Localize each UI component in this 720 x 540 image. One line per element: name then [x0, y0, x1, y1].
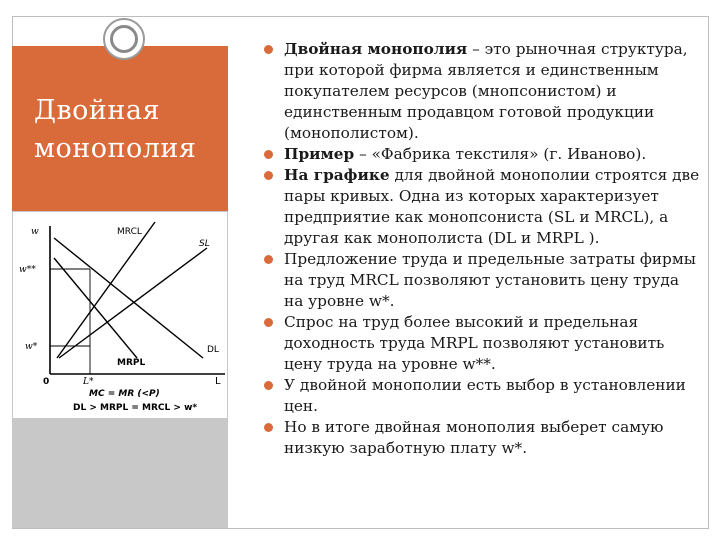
bullet-text: Спрос на труд более высокий и предельная доходность труда MRPL позволяют установить цену труда на уровне w**.	[284, 313, 665, 373]
ring-ornament-icon	[103, 18, 145, 60]
graph-background	[13, 212, 227, 418]
bullet-item	[260, 417, 700, 459]
w1-label: w*	[25, 342, 38, 352]
bullet-text: для двойной монополии строятся две пары кривых. Одна из которых характеризует предприятие как монопсониста (SL и MRCL), а другая как монополиста (DL и MRPL ).	[284, 166, 700, 247]
lstar-label: L*	[83, 377, 94, 387]
slide-title	[34, 92, 224, 168]
origin-label: 0	[43, 377, 50, 387]
bullet-dot-icon	[264, 381, 273, 390]
bullet-item	[260, 165, 700, 249]
monopoly-graph	[13, 212, 227, 418]
bullet-text: – это рыночная структура, при которой фирма является и единственным покупателем ресурсов (мнопсонистом) и единственным продавцом готовой продукции (монополистом).	[284, 40, 688, 142]
bullet-dot-icon	[264, 150, 273, 159]
condition-line-2: DL > MRPL = MRCL > w*	[73, 403, 198, 413]
graph-panel	[13, 212, 227, 418]
w-axis-label: w	[31, 227, 39, 237]
bullet-bold: Пример	[284, 145, 355, 163]
bullet-item	[260, 144, 700, 165]
bullet-item	[260, 249, 700, 312]
bullet-dot-icon	[264, 255, 273, 264]
bullet-dot-icon	[264, 423, 273, 432]
bullet-dot-icon	[264, 171, 273, 180]
dl-label: DL	[207, 345, 219, 355]
bullet-dot-icon	[264, 318, 273, 327]
bullet-dot-icon	[264, 45, 273, 54]
condition-line-1: MC = MR (<P)	[89, 389, 160, 399]
l-axis-label: L	[215, 376, 221, 387]
title-line-1: Двойная	[34, 95, 161, 126]
bullet-text: Предложение труда и предельные затраты фирмы на труд MRCL позволяют установить цену труда на уровне w*.	[284, 250, 696, 310]
bullet-item	[260, 375, 700, 417]
bullet-text: – «Фабрика текстиля» (г. Иваново).	[354, 145, 647, 163]
bullet-bold: На графике	[284, 166, 390, 184]
bullet-text: У двойной монополии есть выбор в установлении цен.	[284, 376, 686, 415]
title-line-2: монополия	[34, 133, 197, 164]
mrcl-label: MRCL	[117, 227, 142, 237]
bullet-text: Но в итоге двойная монополия выберет самую низкую заработную плату w*.	[284, 418, 664, 457]
bullet-bold: Двойная монополия	[284, 40, 468, 58]
bullet-list	[260, 39, 700, 459]
bullet-item	[260, 39, 700, 144]
mrpl-label: MRPL	[117, 358, 146, 368]
w2-label: w**	[19, 265, 36, 275]
sl-label: SL	[199, 239, 210, 249]
bullet-item	[260, 312, 700, 375]
